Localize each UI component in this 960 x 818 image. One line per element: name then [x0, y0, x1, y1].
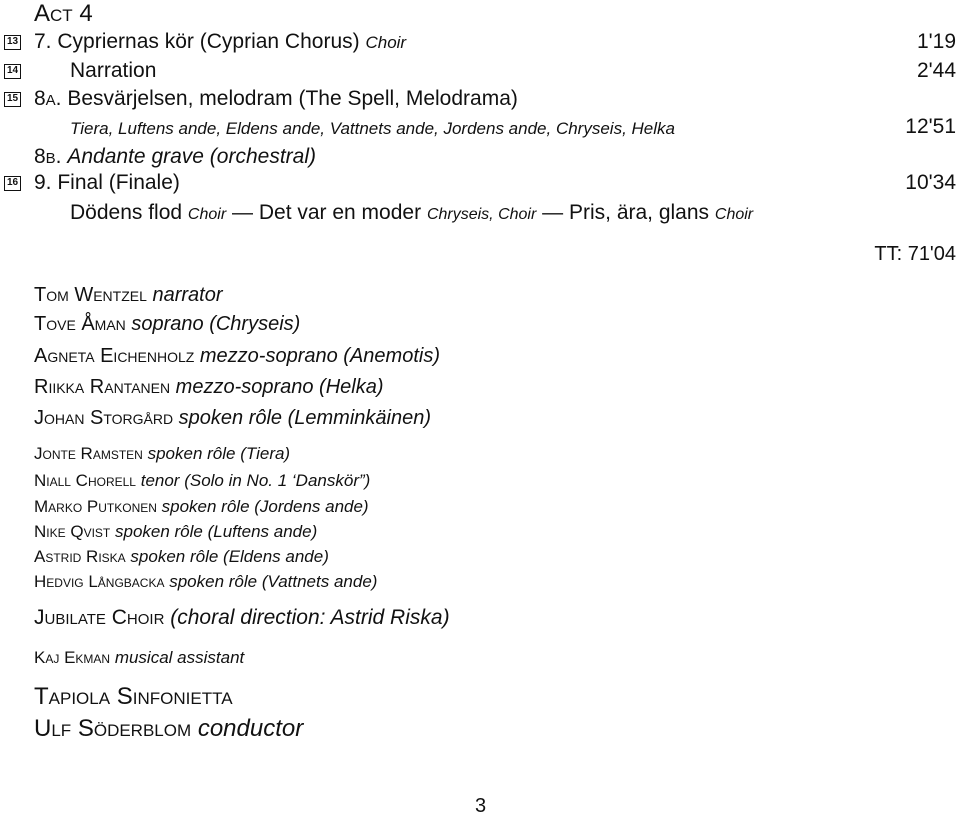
page-number: 3: [475, 795, 487, 817]
choir-name: Jubilate Choir: [34, 606, 165, 629]
assistant-role: musical assistant: [114, 648, 245, 667]
cast-entry: [34, 471, 370, 491]
cast-entry: [34, 284, 222, 307]
cast-name: Riikka Rantanen: [34, 376, 171, 398]
track-number: 7.: [34, 30, 52, 53]
track-title: Besvärjelsen, melodram (The Spell, Melodrama): [67, 87, 518, 110]
assistant-credit: [34, 648, 244, 668]
finale-role: Choir: [714, 206, 754, 223]
finale-sections: [70, 201, 753, 225]
finale-part: Pris, ära, glans: [568, 201, 710, 224]
track-badge-16: 16: [4, 176, 21, 191]
cast-entry: [34, 572, 377, 592]
cast-entry: [34, 522, 317, 542]
track-badge-13: 13: [4, 35, 21, 50]
cast-role: soprano (Chryseis): [131, 313, 301, 335]
cast-role: spoken rôle (Luftens ande): [114, 522, 318, 541]
conductor-role: conductor: [197, 715, 304, 742]
cast-role: tenor (Solo in No. 1 ‘Danskör”): [140, 471, 371, 490]
finale-part: Det var en moder: [258, 201, 422, 224]
cast-role: spoken rôle (Jordens ande): [161, 497, 369, 516]
cast-role: spoken rôle (Vattnets ande): [169, 572, 378, 591]
track-duration: 2'44: [916, 59, 956, 82]
finale-role: Choir: [187, 206, 227, 223]
orchestra-credit: [34, 683, 233, 711]
cast-name: Jonte Ramsten: [34, 444, 143, 463]
cast-name: Tove Åman: [34, 313, 126, 335]
choir-credit: [34, 606, 450, 630]
track-8b: [34, 145, 316, 169]
cast-name: Astrid Riska: [34, 547, 126, 566]
cast-role: spoken rôle (Eldens ande): [130, 547, 329, 566]
cast-name: Hedvig Långbacka: [34, 572, 165, 591]
track-badge-14: 14: [4, 64, 21, 79]
cast-entry: [34, 444, 290, 464]
cast-role: narrator: [152, 284, 223, 306]
track-7: [34, 30, 406, 54]
track-title: Final (Finale): [57, 171, 180, 194]
finale-part: Dödens flod: [70, 201, 183, 224]
track-number: 8b.: [34, 145, 62, 168]
track-badge-15: 15: [4, 92, 21, 107]
cast-entry: [34, 345, 440, 368]
cast-name: Tom Wentzel: [34, 284, 147, 306]
track-number: 9.: [34, 171, 52, 194]
cast-role: spoken rôle (Lemminkäinen): [178, 407, 431, 429]
finale-dash: —: [232, 201, 253, 224]
cast-entry: [34, 547, 329, 567]
cast-role: spoken rôle (Tiera): [147, 444, 291, 463]
cast-entry: [34, 376, 384, 399]
track-8a: [34, 87, 518, 111]
track-9: [34, 171, 180, 195]
assistant-name: Kaj Ekman: [34, 648, 111, 667]
conductor-name: Ulf Söderblom: [34, 715, 192, 742]
track-title: Andante grave (orchestral): [67, 145, 317, 168]
cast-name: Agneta Eichenholz: [34, 345, 195, 367]
finale-role: Chryseis, Choir: [426, 206, 537, 223]
conductor-credit: [34, 715, 303, 743]
track-duration: 10'34: [905, 171, 956, 194]
track-number: 8a.: [34, 87, 62, 110]
cast-name: Johan Storgård: [34, 407, 174, 429]
cast-entry: [34, 497, 369, 517]
track-title: Cypriernas kör (Cyprian Chorus): [57, 30, 360, 53]
cast-entry: [34, 407, 431, 430]
orchestra-name: Tapiola Sinfonietta: [34, 683, 233, 710]
cast-name: Niall Chorell: [34, 471, 136, 490]
track-8a-roles: Tiera, Luftens ande, Eldens ande, Vattnets ande, Jordens ande, Chryseis, Helka: [70, 119, 675, 138]
finale-dash: —: [542, 201, 564, 224]
cast-role: mezzo-soprano (Anemotis): [199, 345, 440, 367]
cast-role: mezzo-soprano (Helka): [175, 376, 384, 398]
cast-name: Marko Putkonen: [34, 497, 157, 516]
cast-name: Nike Qvist: [34, 522, 111, 541]
choir-role: (choral direction: Astrid Riska): [170, 606, 450, 629]
act-heading: Act 4: [34, 0, 93, 27]
cast-entry: [34, 313, 300, 336]
track-role: Choir: [365, 33, 407, 52]
track-duration: 1'19: [916, 30, 956, 53]
track-narration: Narration: [70, 59, 157, 82]
track-duration: 12'51: [905, 115, 956, 138]
total-time: TT: 71'04: [874, 243, 956, 265]
